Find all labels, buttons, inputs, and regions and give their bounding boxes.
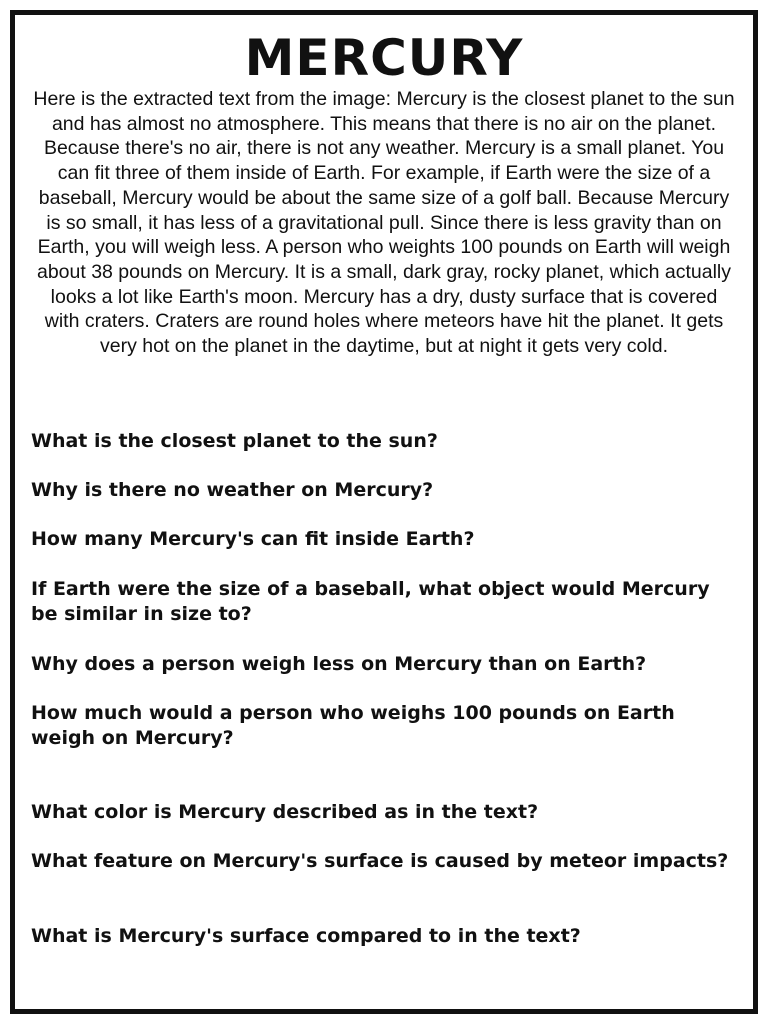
question-3: How many Mercury's can fit inside Earth? [31, 528, 475, 550]
question-7: What color is Mercury described as in the text? [31, 801, 539, 823]
question-2: Why is there no weather on Mercury? [31, 479, 434, 501]
reading-passage: Here is the extracted text from the image: Mercury is the closest planet to the sun and has almost no atmosphere. This means that there is no air on the planet. Because there's no air, there is not any weather. Mercury is a small planet. You can fit three of them inside of Earth. For example, if Earth were the size of a baseball, Mercury would be about the same size of a golf ball. Because Mercury is so small, it has less of a gravitational pull. Since there is less gravity than on Earth, you will weigh less. A person who weights 100 pounds on Earth will weigh about 38 pounds on Mercury. It is a small, dark gray, rocky planet, which actually looks a lot like Earth's moon. Mercury has a dry, dusty surface that is covered with craters. Craters are round holes where meteors have hit the planet. It gets very hot on the planet in the daytime, but at night it gets very cold. [33, 88, 735, 358]
question-9: What is Mercury's surface compared to in the text? [31, 925, 581, 947]
question-4: If Earth were the size of a baseball, what object would Mercury be similar in size to? [31, 578, 710, 625]
question-1: What is the closest planet to the sun? [31, 430, 438, 452]
worksheet-title: MERCURY [244, 29, 524, 87]
question-6: How much would a person who weighs 100 pounds on Earth weigh on Mercury? [31, 702, 675, 749]
question-8: What feature on Mercury's surface is caused by meteor impacts? [31, 850, 729, 872]
question-5: Why does a person weigh less on Mercury than on Earth? [31, 653, 647, 675]
worksheet-frame [10, 10, 758, 1014]
